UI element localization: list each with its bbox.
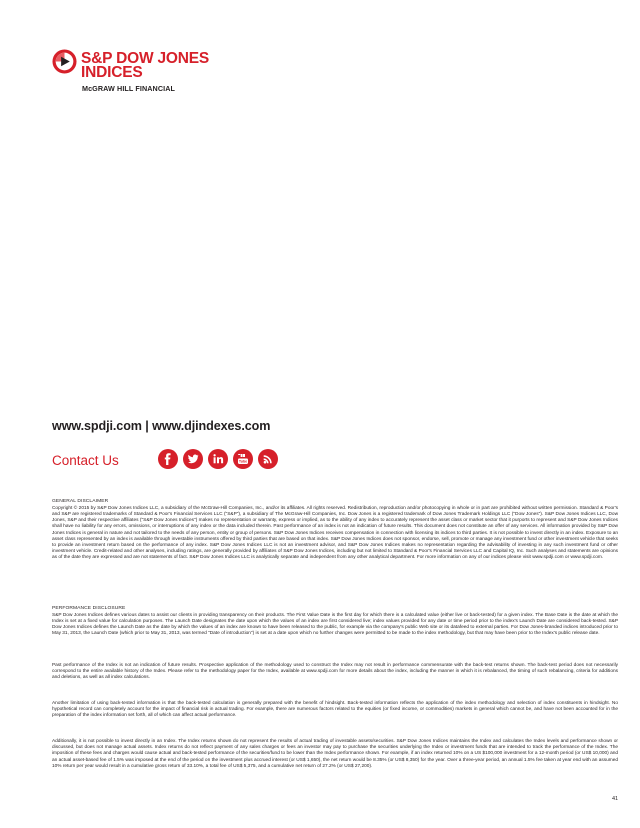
page-number: 41 [612, 796, 619, 802]
contact-us-row [52, 446, 312, 476]
facebook-icon[interactable] [158, 449, 178, 469]
logo-text-line2: INDICES [81, 64, 143, 81]
performance-disclosure-paragraph: Additionally, it is not possible to invest directly in an Index. The Index returns shown do not represent the results of actual trading of investable assets/securities. S&P Dow Jones Indices maintains the Index and calculates the Index levels and performance shown or discussed, but does not manage actual assets. Index returns do not reflect payment of any sales charges or fees an investor may pay to purchase the securities underlying the Index or investment funds that are intended to track the performance of the Index. The imposition of these fees and charges would cause actual and back-tested performance of the securities/fund to be lower than the Index performance shown. For example, if an index returned 10% on a US $100,000 investment for a 12-month period (or US$ 10,000) and an actual asset-based fee of 1.5% was imposed at the end of the period on the investment plus accrued interest (or US$ 1,650), the net return would be 8.35% (or US$ 8,350) for the year. Over a three-year period, an annual 1.5% fee taken at year end with an assumed 10% return per year would result in a cumulative gross return of 33.10%, a total fee of US$ 5,375, and a cumulative net return of 27.2% (or US$ 27,200). [52, 739, 618, 769]
general-disclaimer-title: GENERAL DISCLAIMER [52, 499, 109, 504]
performance-disclosure-section-4 [52, 739, 618, 770]
logo-text-line1: S&P DOW JONES [81, 50, 210, 67]
performance-disclosure-section-3 [52, 701, 618, 720]
logo-subtitle: McGRAW HILL FINANCIAL [82, 84, 176, 93]
general-disclaimer-section [52, 499, 618, 562]
general-disclaimer-text: Copyright © 2015 by S&P Dow Jones Indices LLC, a subsidiary of the McGraw-Hill Companies, Inc., and/or its affiliates. All rights reserved. Redistribution, reproduction and/or photocopying in whole or in part are prohibited without written permission. Standard & Poor's and S&P are registered trademarks of Standard & Poor's Financial Services LLC ("S&P"), a subsidiary of The McGraw-Hill Companies, Inc. Dow Jones is a registered trademark of Dow Jones Trademark Holdings LLC ("Dow Jones"). S&P Dow Jones Indices LLC, Dow Jones, S&P and their respective affiliates ("S&P Dow Jones Indices") makes no representation or warranty, express or implied, as to the ability of any index to accurately represent the asset class or market sector that it purports to represent and S&P Dow Jones Indices shall have no liability for any errors, omissions, or interruptions of any index or the data included therein. Past performance of an index is not an indication of future results. This document does not constitute an offer of any services. All information provided by S&P Dow Jones Indices is general in nature and not tailored to the needs of any person, entity or group of persons. S&P Dow Jones Indices receives compensation in connection with licensing its indices to third parties. It is not possible to invest directly in an index. Exposure to an asset class represented by an index is available through investable instruments offered by third parties that are based on that index. S&P Dow Jones Indices does not sponsor, endorse, sell, promote or manage any investment fund or other investment vehicle that seeks to provide an investment return based on the performance of any index. S&P Dow Jones Indices LLC is not an investment advisor, and S&P Dow Jones Indices makes no representation regarding the advisability of investing in any such investment fund or other investment vehicle. Credit-related and other analyses, including ratings, are generally provided by affiliates of S&P Dow Jones Indices, including but not limited to Standard & Poor's Financial Services LLC and Capital IQ, Inc. Such analyses and statements are opinions as of the date they are expressed and are not statements of fact. S&P Dow Jones Indices LLC is analytically separate and independent from any other analytical department. For more information on any of our indices please visit www.spdji.com or www.spdji.com. [52, 505, 618, 561]
performance-disclosure-title: PERFORMANCE DISCLOSURE [52, 606, 126, 611]
performance-disclosure-section-2 [52, 663, 618, 682]
performance-disclosure-paragraph: S&P Dow Jones Indices defines various dates to assist our clients in providing transparency on their products. The First Value Date is the first day for which there is a calculated value (either live or back-tested) for a given index. The Base Date is the date at which the Index is set at a fixed value for calculation purposes. The Launch Date designates the date upon which the values of an index are first considered live; index values provided for any date or time period prior to the index's Launch Date are considered back-tested. S&P Dow Jones Indices defines the Launch Date as the date by which the values of an index are known to have been released to the public, for example via the company's public Web site or its datafeed to external parties. For Dow Jones-branded indices introduced prior to May 31, 2013, the Launch Date (which prior to May 31, 2013, was termed "Date of introduction") is set at a date upon which no further changes were permitted to be made to the index methodology, but that may have been prior to the Index's public release date. [52, 612, 618, 637]
linkedin-icon[interactable] [208, 449, 228, 469]
twitter-icon[interactable] [183, 449, 203, 469]
svg-text:Tube: Tube [238, 459, 248, 464]
sp-dow-jones-indices-logo[interactable] [52, 47, 252, 97]
performance-disclosure-paragraph: Another limitation of using back-tested information is that the back-tested calculation is generally prepared with the benefit of hindsight. Back-tested information reflects the application of the index methodology and selection of index constituents in hindsight. No hypothetical record can completely account for the impact of financial risk in actual trading. For example, there are numerous factors related to the equities (or fixed income, or commodities) markets in general which cannot be, and have not been accounted for in the preparation of the index information set forth, all of which can affect actual performance. [52, 701, 618, 719]
youtube-icon[interactable] [233, 449, 253, 469]
website-links[interactable]: www.spdji.com | www.djindexes.com [52, 419, 271, 433]
performance-disclosure-paragraph: Past performance of the Index is not an indication of future results. Prospective application of the methodology used to construct the Index may not result in performance commensurate with the back-test returns shown. The back-test period does not necessarily correspond to the entire available history of the Index. Please refer to the methodology paper for the Index, available at www.spdji.com for more details about the index, including the manner in which it is rebalanced, the timing of such rebalancing, criteria for additions and deletions, as well as all index calculations. [52, 663, 618, 681]
contact-us-label: Contact Us [52, 453, 119, 468]
rss-icon[interactable] [258, 449, 278, 469]
performance-disclosure-section [52, 606, 618, 638]
logo-mark-icon [52, 49, 77, 74]
